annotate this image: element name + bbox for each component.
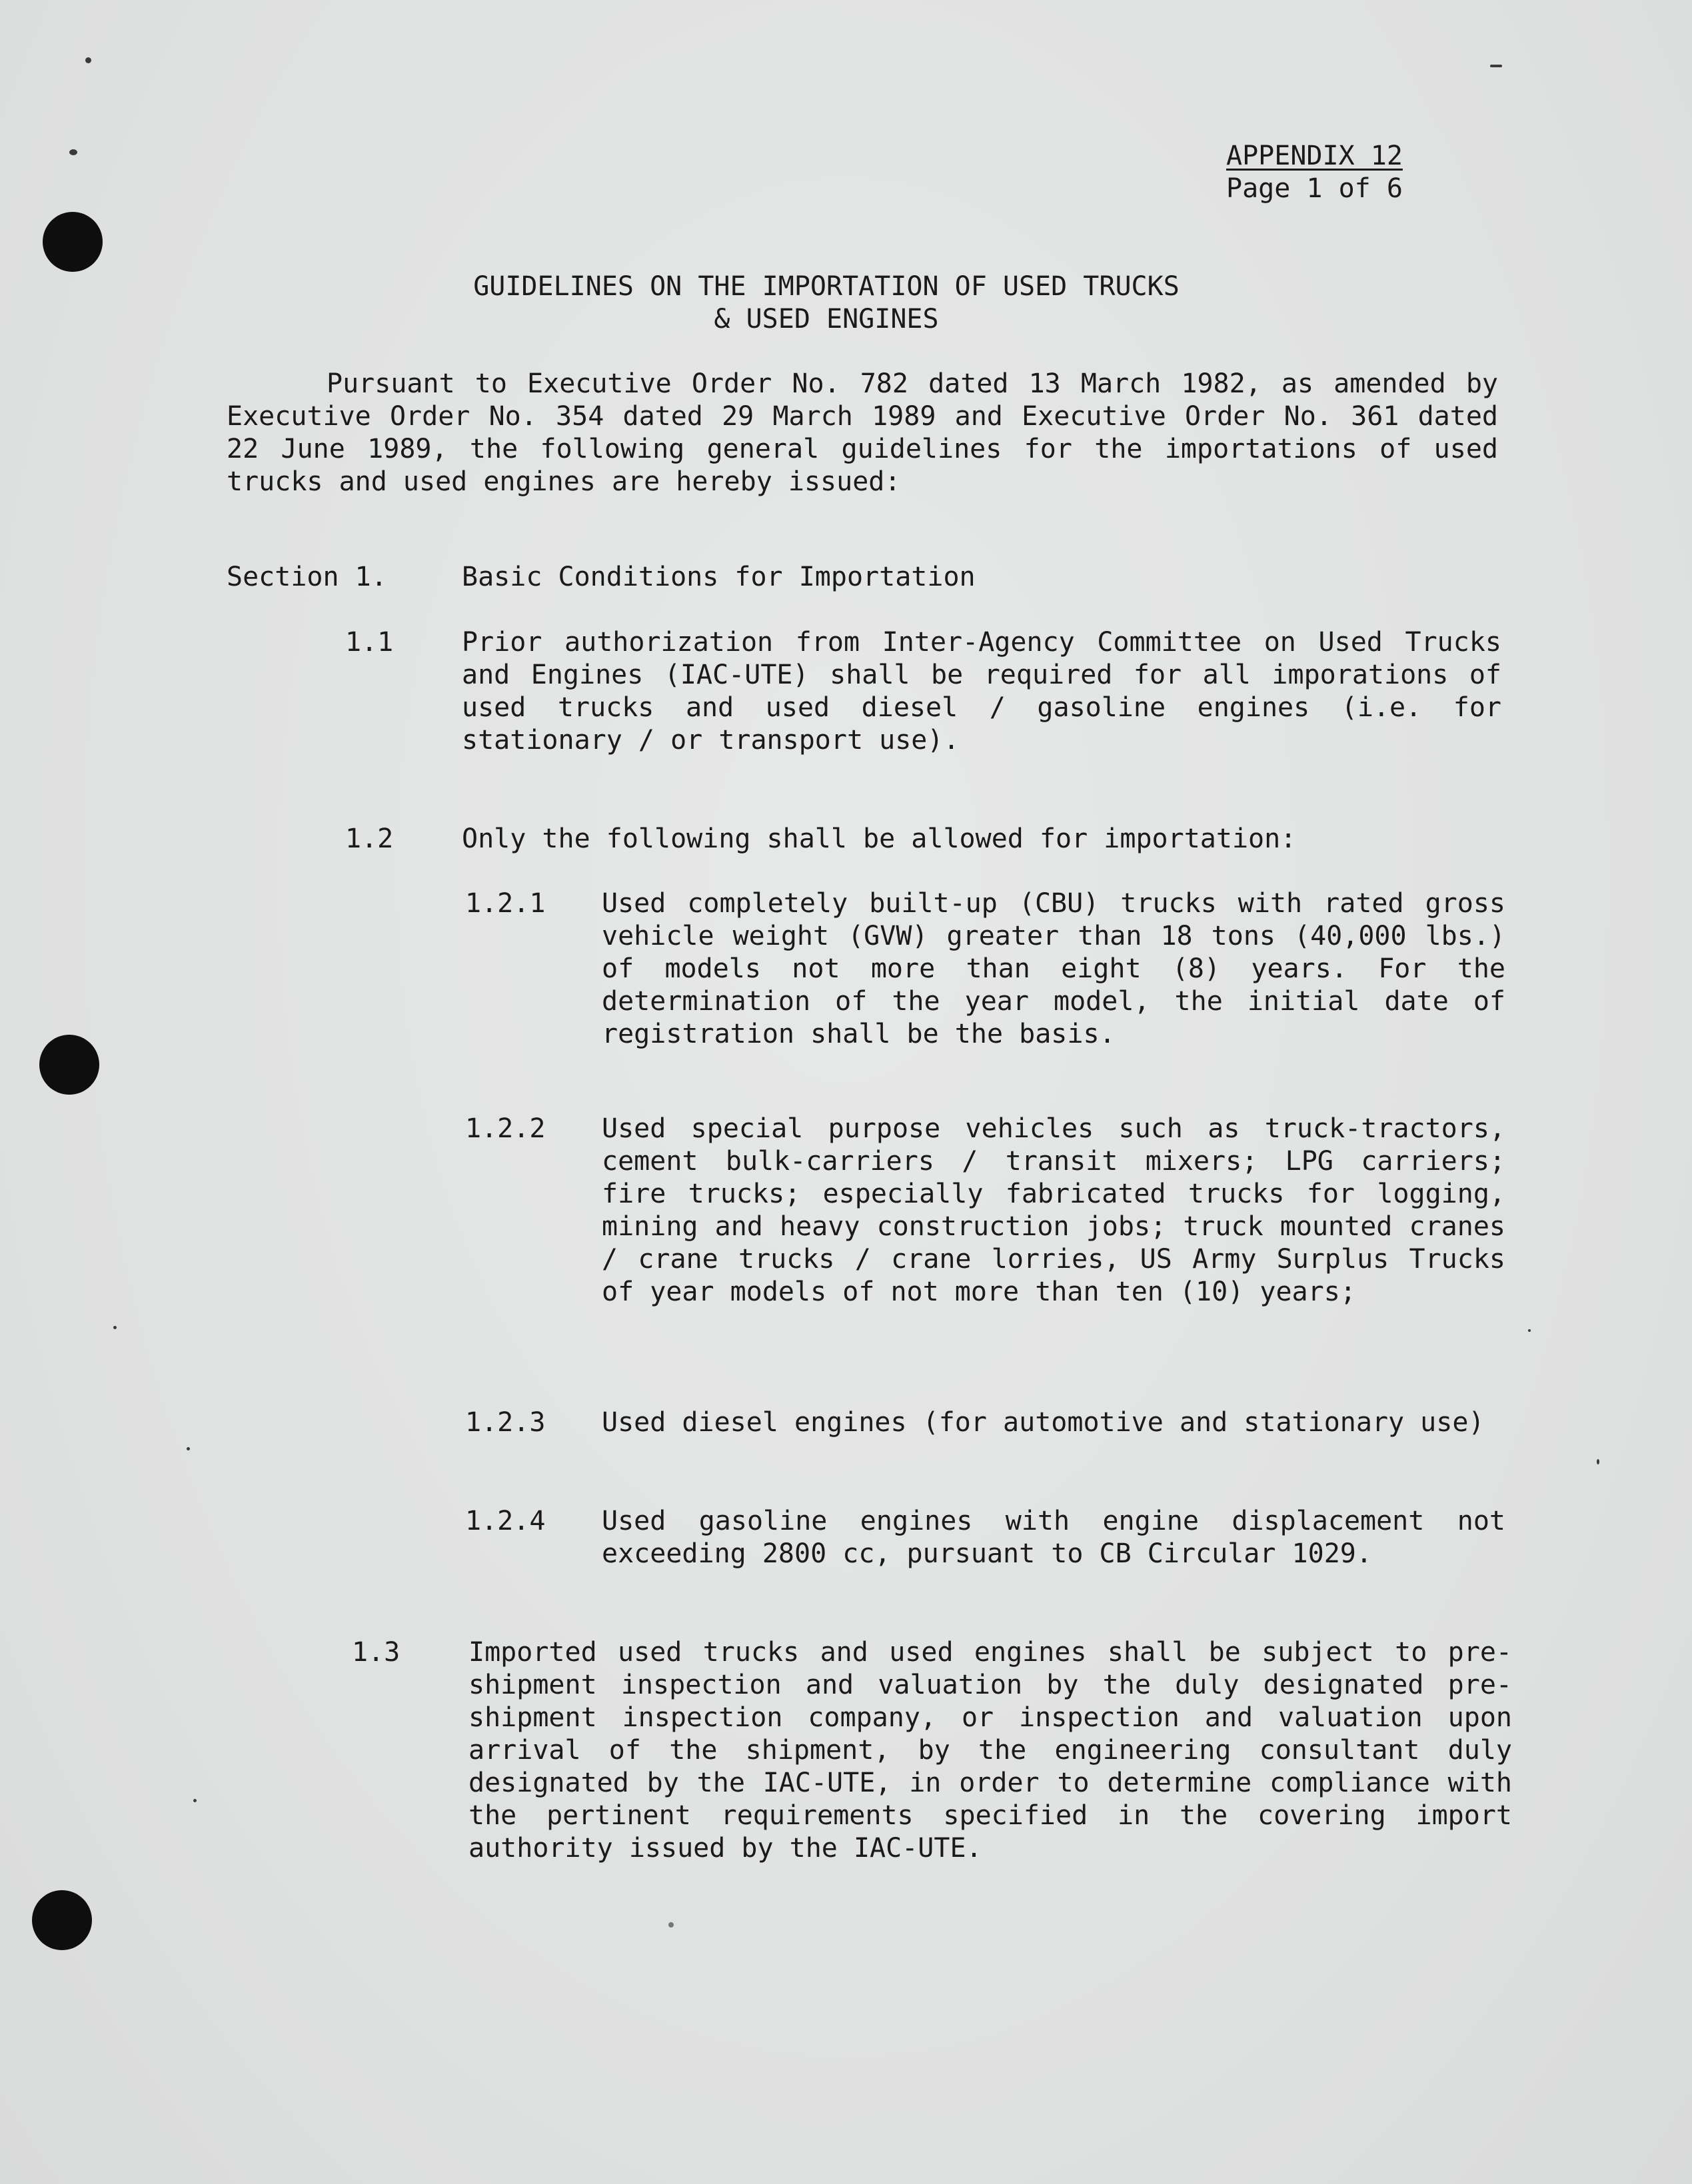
clause-text-1-2-2: Used special purpose vehicles such as truck-tractors, cement bulk-carriers / transit mixers; LPG carriers; fire trucks; especially fabricated trucks for logging, mining and heavy construction jobs; truck mounted cranes / crane trucks / crane lorries, US Army Surplus Trucks of year models of not more than ten (10) years; — [602, 1113, 1505, 1307]
scan-speck — [85, 57, 91, 63]
punch-hole-top — [43, 212, 103, 272]
clause-text-1-1: Prior authorization from Inter-Agency Committee on Used Trucks and Engines (IAC-UTE) shall be required for all imporations of used trucks and used diesel / gasoline engines (i.e. for stationary / or transport use). — [462, 627, 1501, 756]
appendix-label: APPENDIX 12 — [1226, 141, 1403, 171]
scan-speck — [1528, 1329, 1531, 1332]
punch-hole-bottom — [32, 1890, 92, 1950]
clause-text-1-2-1: Used completely built-up (CBU) trucks with rated gross vehicle weight (GVW) greater than 18 tons (40,000 lbs.) of models not more than eight (8) years. For the determination of the year model, the initial date of registration shall be the basis. — [602, 888, 1505, 1049]
scan-speck — [69, 149, 77, 155]
clause-number-1-1: 1.1 — [345, 627, 394, 658]
clause-number-1-2-1: 1.2.1 — [465, 888, 546, 919]
scan-speck — [193, 1799, 197, 1802]
clause-text-1-2: Only the following shall be allowed for importation: — [462, 823, 1297, 854]
punch-hole-middle — [39, 1035, 99, 1095]
page-number: Page 1 of 6 — [1226, 173, 1403, 204]
scan-speck — [113, 1326, 117, 1329]
scan-speck — [1597, 1459, 1599, 1464]
scan-speck — [668, 1922, 674, 1927]
scan-speck — [187, 1447, 190, 1450]
section-title: Basic Conditions for Importation — [462, 562, 976, 592]
clause-number-1-3: 1.3 — [352, 1637, 401, 1668]
clause-text-1-2-3: Used diesel engines (for automotive and stationary use) — [602, 1407, 1485, 1438]
document-title: GUIDELINES ON THE IMPORTATION OF USED TRUCKS & USED ENGINES — [473, 271, 1180, 334]
scan-speck — [1490, 65, 1502, 67]
section-number: Section 1. — [227, 562, 387, 592]
clause-number-1-2-4: 1.2.4 — [465, 1506, 546, 1536]
clause-number-1-2-2: 1.2.2 — [465, 1113, 546, 1144]
clause-text-1-2-4: Used gasoline engines with engine displacement not exceeding 2800 cc, pursuant to CB Circular 1029. — [602, 1506, 1505, 1569]
intro-paragraph: Pursuant to Executive Order No. 782 dated 13 March 1982, as amended by Executive Order No. 354 dated 29 March 1989 and Executive Order No. 361 dated 22 June 1989, the following general guidelines for the importations of used trucks and used engines are hereby issued: — [227, 368, 1498, 497]
clause-number-1-2: 1.2 — [345, 823, 394, 854]
clause-number-1-2-3: 1.2.3 — [465, 1407, 546, 1438]
clause-text-1-3: Imported used trucks and used engines shall be subject to pre-shipment inspection and valuation by the duly designated pre-shipment inspection company, or inspection and valuation upon arrival of the shipment, by the engineering consultant duly designated by the IAC-UTE, in order to determine compliance with the pertinent requirements specified in the covering import authority issued by the IAC-UTE. — [468, 1637, 1512, 1864]
